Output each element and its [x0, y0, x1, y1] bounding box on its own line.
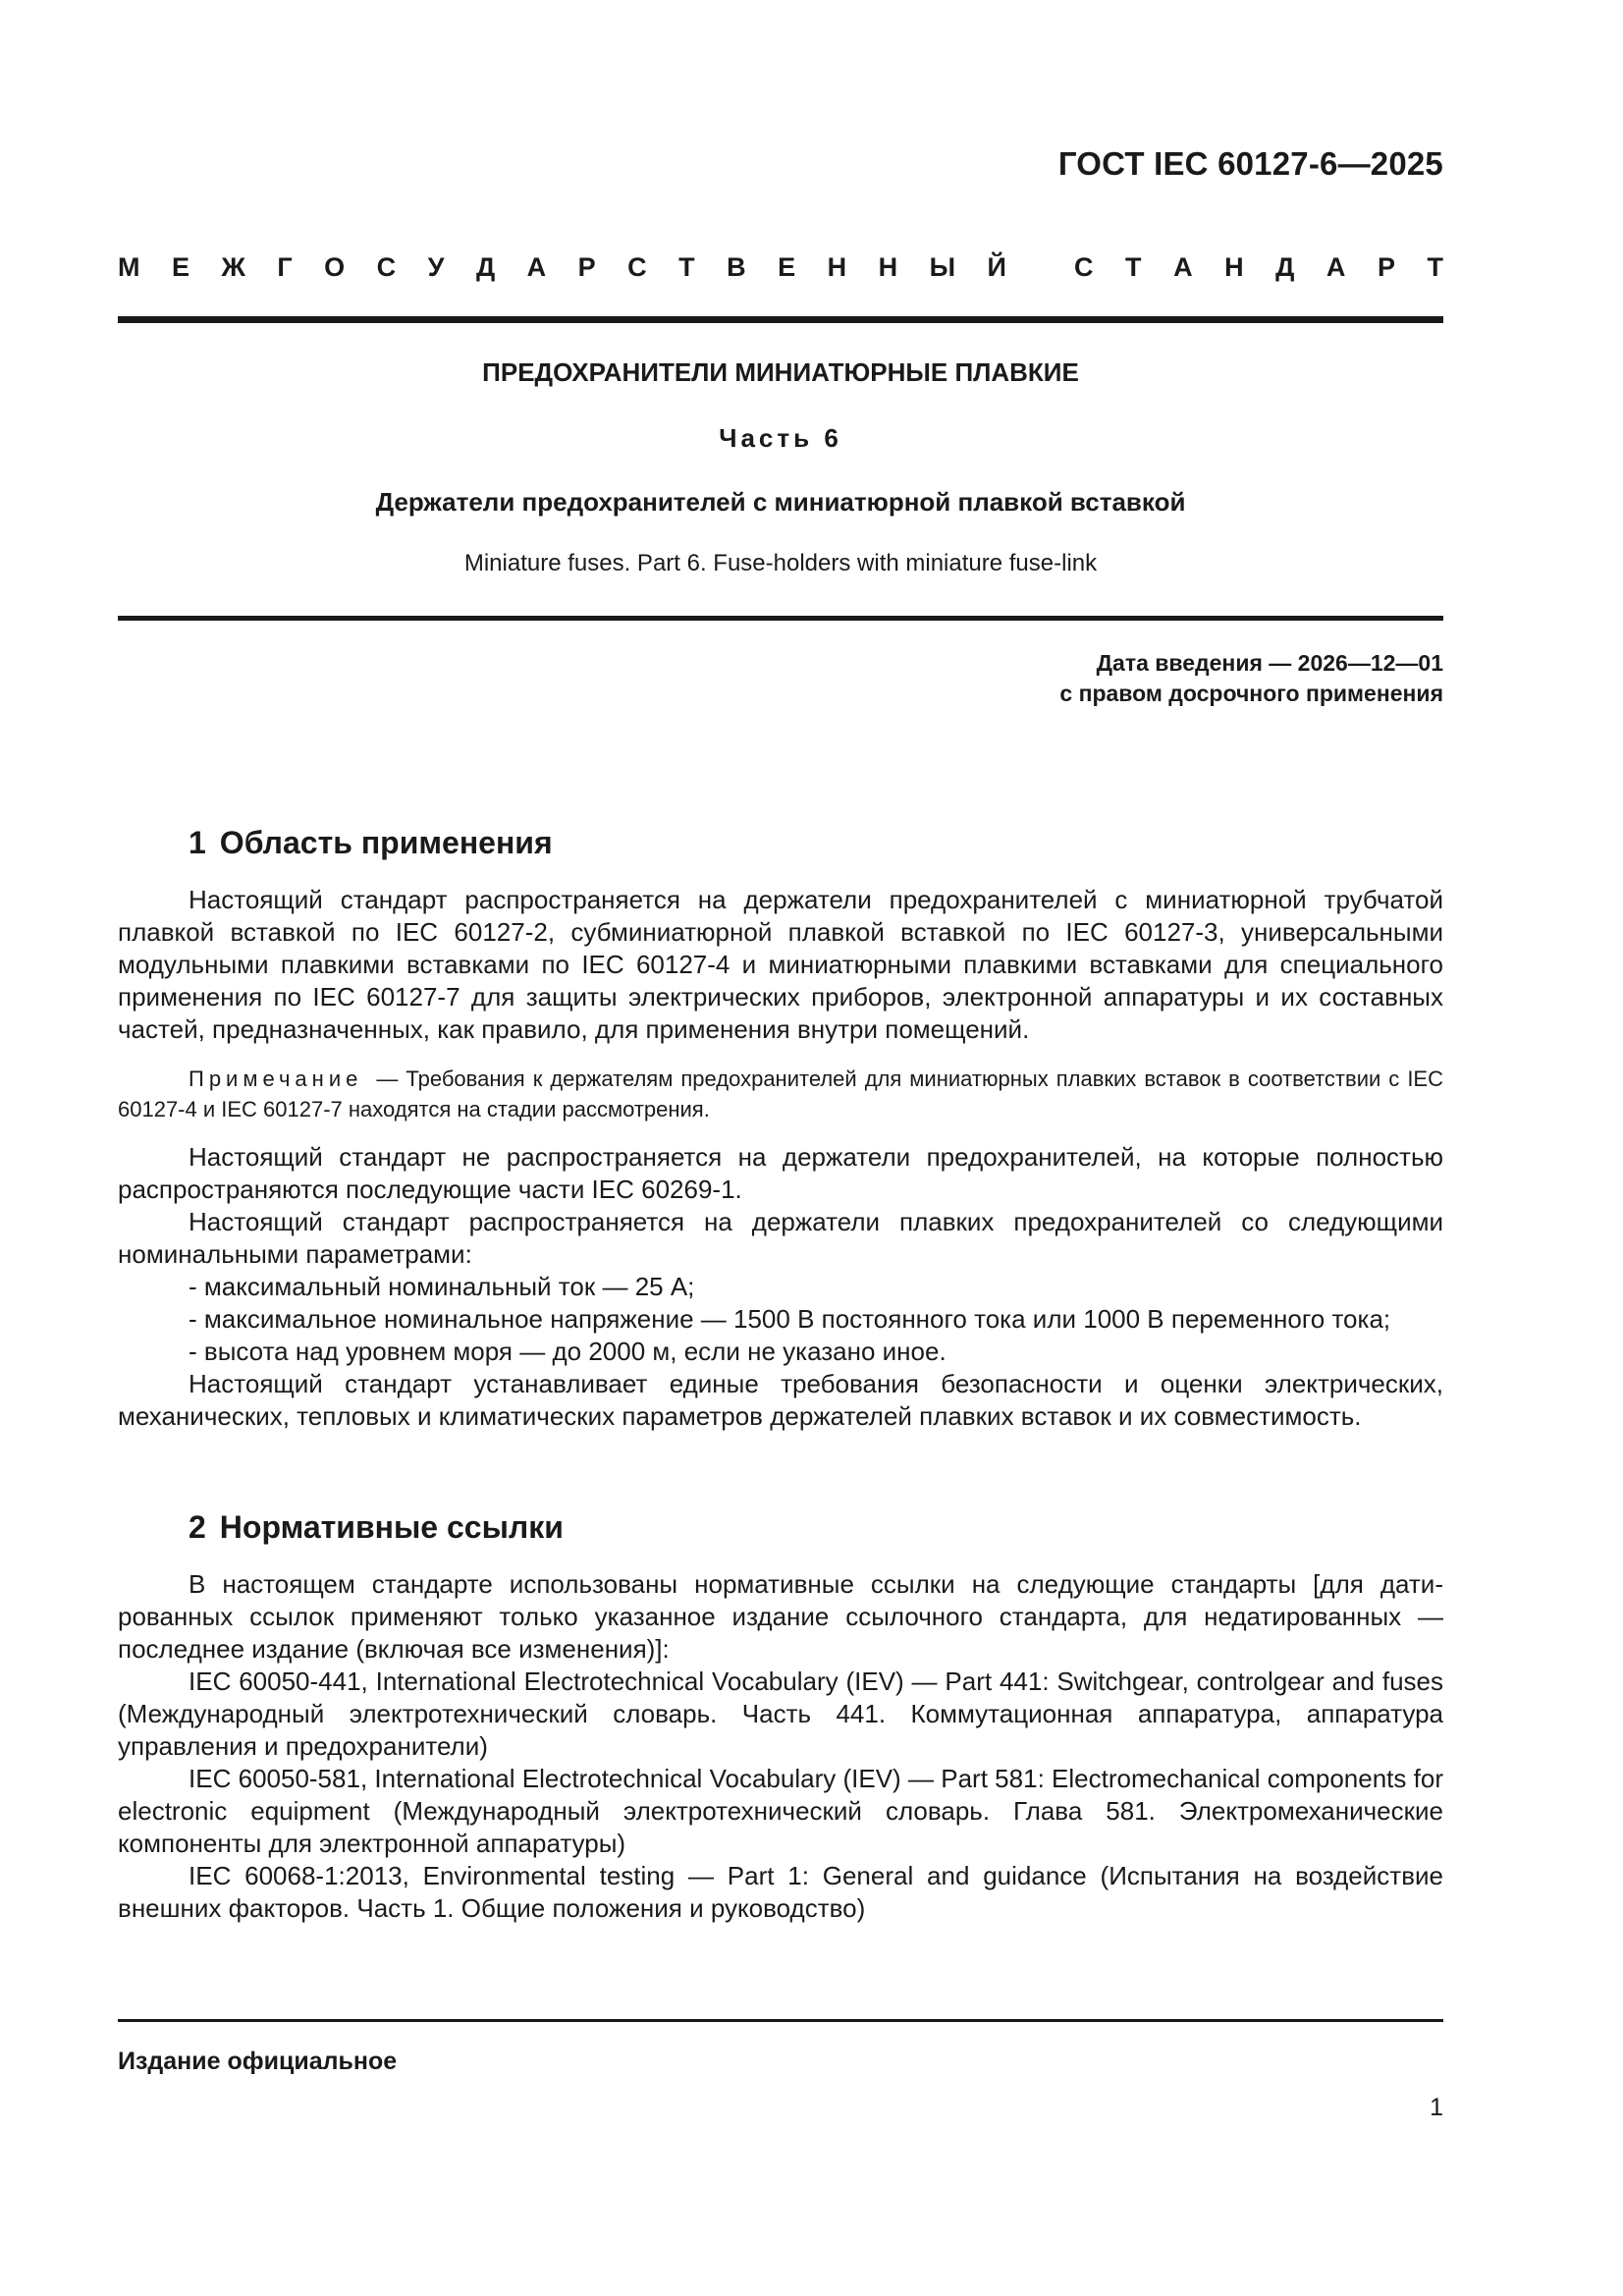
document-part: Часть 6 [719, 423, 842, 453]
interstate-standard-banner [118, 252, 1443, 283]
title-divider [118, 616, 1443, 621]
list-item: - максимальный номинальный ток — 25 А; [189, 1272, 695, 1301]
official-edition-label: Издание официальное [118, 2048, 398, 2075]
banner-letter: Т [678, 252, 695, 282]
paragraph: Настоящий стандарт устанавливает единые требования безопасности и оценки электрических, механических, тепловых и климатических параметров держателей плавких вставок и их совместимость. [118, 1369, 1443, 1431]
banner-letter: А [1173, 252, 1193, 282]
paragraph: В настоящем стандарте использованы нормативные ссылки на следующие стандарты [для датированных ссылок применяют только указанное издание ссылочного стандарта, для недатированных — последнее издание (включая все изменения)]: [118, 1569, 1443, 1664]
banner-letter: С [1074, 252, 1094, 282]
document-subtitle: Держатели предохранителей с миниатюрной плавкой вставкой [375, 487, 1186, 517]
document-code: ГОСТ IEC 60127-6—2025 [1057, 145, 1443, 182]
paragraph: Настоящий стандарт не распространяется на держатели предохранителей, на которые полностью распространяются последующие части IEC 60269-1. [118, 1142, 1443, 1204]
banner-letter: Р [577, 252, 596, 282]
note-text: — Требования к держателям предохранителей для миниатюрных плавких вставок в соответствии с IEC 60127-4 и IEC 60127-7 находятся на стадии рассмотрения. [118, 1066, 1443, 1121]
document-title: ПРЕДОХРАНИТЕЛИ МИНИАТЮРНЫЕ ПЛАВКИЕ [482, 357, 1079, 387]
banner-letter: У [427, 252, 445, 282]
banner-letter: С [627, 252, 647, 282]
reference-item: IEC 60050-581, International Electrotechnical Vocabulary (IEV) — Part 581: Electromechanical components for electronic equipment (Международный электротехнический словарь. Глава 581. Электромеханические компоненты для электронной аппаратуры) [118, 1764, 1443, 1858]
paragraph: Настоящий стандарт распространяется на держатели предохранителей с миниатюрной трубчатой плавкой вставкой по IEC 60127-2, субминиатюрной плавкой вставкой по IEC 60127-3, универсальными модульными плавкими вставками по IEC 60127-4 и миниатюрными плавкими вставками для специального применения по IEC 60127-7 для защиты электрических приборов, электронной аппаратуры и их составных частей, предназначенных, как правило, для применения внутри помещений. [118, 885, 1443, 1044]
list-item: - максимальное номинальное напряжение — 1500 В постоянного тока или 1000 В переменного тока; [189, 1304, 1391, 1334]
banner-letter: О [324, 252, 346, 282]
footer-divider [118, 2019, 1443, 2022]
banner-letter: Г [277, 252, 293, 282]
note-label: Примечание [189, 1066, 363, 1091]
banner-letter: А [1325, 252, 1346, 282]
section-heading-normative-references [189, 1509, 564, 1546]
list-item: - высота над уровнем моря — до 2000 м, если не указано иное. [189, 1337, 947, 1366]
banner-letter: М [118, 252, 140, 282]
note [118, 1064, 1443, 1124]
banner-letter: Ы [929, 252, 956, 282]
banner-letter: Й [987, 252, 1006, 282]
document-title-english: Miniature fuses. Part 6. Fuse-holders with miniature fuse-link [463, 550, 1098, 576]
banner-letter: А [526, 252, 547, 282]
banner-word-interstate [118, 252, 1006, 283]
banner-letter: Д [1275, 252, 1295, 282]
banner-word-standard [1074, 252, 1443, 283]
banner-letter: Р [1377, 252, 1395, 282]
banner-letter: В [727, 252, 746, 282]
document-page [118, 0, 1443, 2296]
reference-item: IEC 60068-1:2013, Environmental testing — Part 1: General and guidance (Испытания на воздействие внешних факторов. Часть 1. Общие положения и руководство) [118, 1861, 1443, 1923]
banner-letter: Ж [221, 252, 245, 282]
section-title: Область применения [219, 825, 553, 860]
section-1-body [118, 884, 1443, 1046]
header-divider [118, 316, 1443, 323]
introduction-date-line: Дата введения — 2026—12—01 [1096, 650, 1443, 676]
banner-letter: Д [475, 252, 496, 282]
banner-letter: Н [1224, 252, 1244, 282]
banner-letter: Н [827, 252, 847, 282]
banner-letter: Е [171, 252, 189, 282]
section-number: 2 [189, 1509, 206, 1545]
section-heading-scope [189, 825, 553, 861]
banner-letter: Т [1427, 252, 1443, 282]
section-2-body [118, 1568, 1443, 1925]
paragraph: Настоящий стандарт распространяется на держатели плавких предохранителей со следующими номинальными параметрами: [118, 1207, 1443, 1269]
banner-letter: Е [778, 252, 796, 282]
banner-letter: Н [878, 252, 898, 282]
banner-letter: С [376, 252, 397, 282]
early-application-line: с правом досрочного применения [1059, 681, 1443, 706]
section-title: Нормативные ссылки [219, 1509, 564, 1545]
section-1-body-continued [118, 1141, 1443, 1433]
reference-item: IEC 60050-441, International Electrotechnical Vocabulary (IEV) — Part 441: Switchgear, controlgear and fuses (Международный электротехнический словарь. Часть 441. Коммутационная аппаратура, аппаратура управления и предохранители) [118, 1667, 1443, 1761]
introduction-date [1059, 648, 1443, 709]
section-number: 1 [189, 825, 206, 860]
banner-letter: Т [1125, 252, 1142, 282]
page-number: 1 [1430, 2094, 1443, 2121]
